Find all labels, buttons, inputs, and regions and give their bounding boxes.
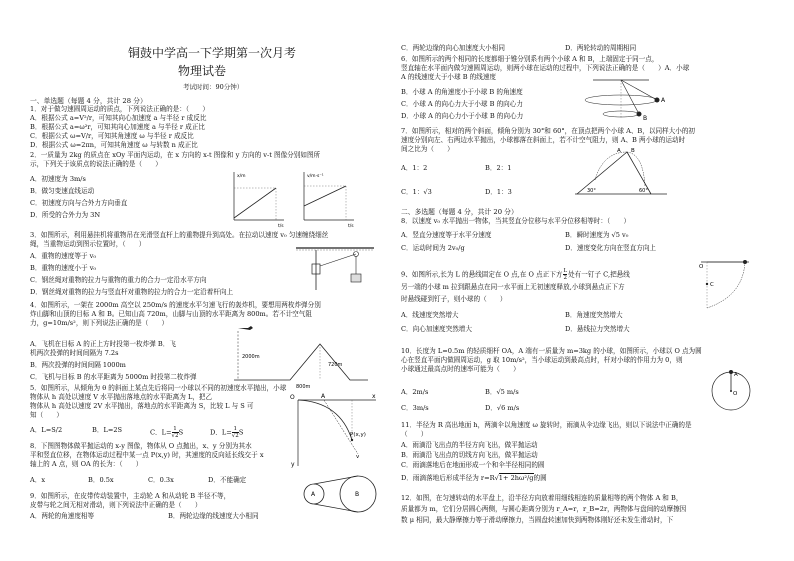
- right-column: [397, 0, 794, 561]
- q10-rod-figure: [707, 368, 755, 414]
- exam-time-note: 考试时间：90分钟）: [183, 83, 244, 91]
- q4-stem-2: 炸山脚和山顶的目标 A 和 B。已知山高 720m，山脚与山顶的水平距离为 800m。若不计空气阻: [30, 310, 312, 318]
- q7-stem-1: 7．如图所示，相对的两个斜面，倾角分别为 30°和 60°，在顶点把两个小球 A、B，以同样大小的初: [401, 127, 696, 135]
- q7-ball-a-label: A: [617, 148, 621, 154]
- q8-projectile-figure: [290, 392, 380, 468]
- q1-option-d: D．根据公式 ω=2πn，可知其角速度 ω 与转数 n 成正比: [30, 141, 198, 149]
- q9b-option-c: C．向心加速度突然增大: [401, 325, 472, 333]
- q5-stem-1: 5．如图所示，从倾角为 θ 的斜面上某点先后将同一小球以不同的初速度水平抛出，小球: [30, 384, 287, 392]
- q11-option-c: C．雨滴落地后在地面形成一个和伞半径相同的圆: [401, 461, 545, 469]
- q8b-option-b: B．瞬时速度为 √5 v₀: [565, 231, 629, 239]
- q8-stem-2: 平和竖直位移，在物体运动过程中某一点 P(x,y) 时，其速度的反向延长线交于 x: [30, 451, 264, 459]
- q8b-option-a: A．竖直分速度等于水平分速度: [401, 231, 492, 239]
- q2-option-b: B．做匀变速直线运动: [30, 187, 95, 195]
- exam-title: 铜鼓中学高一下学期第一次月考: [128, 46, 297, 60]
- q9-belt-figure: [296, 470, 380, 516]
- q8-y-axis-label: y: [291, 461, 295, 468]
- q5-stem-2: 物体从 h 高处以速度 V 水平抛出落地点的水平距离为 L，把乙: [30, 393, 213, 401]
- q4-stem-1: 4．如图所示，一架在 2000m 高空以 250m/s 的速度水平匀速飞行的轰炸机，要想用两枚炸弹分别: [30, 301, 321, 309]
- section-1-heading: 一、单选题（每题 4 分，共计 28 分）: [30, 97, 147, 105]
- q9b-option-a: A．线速度突然增大: [401, 311, 459, 319]
- q12-stem-2: 质量都为 m，它们分居圆心两侧，与圆心距离分别为 r_A=r，r_B=2r，两物体与盘间的动摩擦因: [401, 505, 687, 513]
- q9b-stem-2: 另一端的小球 m 拉到跟悬点在同一水平面上无初速度释放,小球到悬点正下方: [401, 283, 625, 291]
- q10-point-a-label: A: [734, 372, 738, 378]
- q4-option-b: B．两次投弹的时间间隔 1000m: [30, 361, 126, 369]
- q6-stem-1: 6．如图所示的两个相同的长度都细于锥分别系有两个小球 A 和 B，上端固定于同一点，: [401, 55, 659, 63]
- q10-stem-3: 小球通过最高点时的速率可能为（ ）: [401, 365, 520, 373]
- q9-wheel-a-label: A: [311, 491, 316, 498]
- q3-option-a: A．重物的速度等于 v₀: [30, 252, 96, 260]
- q10-option-c: C．3m/s: [401, 404, 429, 412]
- q8b-stem: 8．以速度 v₀ 水平抛出一物体，当其竖直分位移与水平分位移相等时：（ ）: [401, 217, 631, 225]
- q5-stem-4: 知（ ）: [30, 411, 63, 419]
- q8-option-d: D．不能确定: [208, 476, 247, 484]
- q9-option-b: B．两轮边缘的线速度大小相同: [168, 512, 259, 520]
- q7-option-d: D．1：3: [485, 188, 512, 196]
- q4-height-label: 2000m: [242, 354, 260, 360]
- q2-graph1-xlabel: t/s: [278, 224, 284, 229]
- q11-option-a: A．雨滴沿飞出点的半径方向飞出，做平抛运动: [401, 441, 538, 449]
- q3-option-b: B．重物的速度小于 v₀: [30, 264, 97, 272]
- q2-graph2-ylabel: v/m·s⁻¹: [307, 174, 324, 179]
- q3-option-d: D．钢丝绳对重物的拉力与竖直杆对重物的拉力的合力一定沿着杆向上: [30, 288, 234, 296]
- q6-stem-3: A 的线速度大于小球 B 的线速度: [401, 73, 497, 81]
- q8-stem-3: 轴上的 A 点，则 OA 的长为：（ ）: [30, 460, 143, 468]
- q9-option-a: A．两轮的角速度相等: [30, 512, 95, 520]
- q11-stem-2: （ ）: [401, 430, 428, 438]
- q8-point-a-label: A: [321, 393, 326, 400]
- q12-stem-1: 12．如图，在匀速转动的水平盘上，沿半径方向放着用细线相连的质量相等的两个物体 A 和 B，: [401, 494, 683, 502]
- q7-inclines-figure: [573, 146, 669, 198]
- q2-option-a: A．初速度为 3m/s: [30, 175, 86, 183]
- q9b-stem-1: 9、如图所示,长为 L 的悬线固定在 O 点,在 O 点正下方 $\frac{L}{2}$ 处有一钉子 C,把悬线: [401, 268, 630, 281]
- q8-option-a: A．x: [30, 476, 46, 484]
- q5-option-a: A．L=S/2: [30, 426, 63, 434]
- q1-option-a: A．根据公式 a=V²/r，可知其向心加速度 a 与半径 r 成反比: [30, 114, 207, 122]
- q4-option-a-cont: 机两次投弹的时间间隔为 7.2s: [30, 349, 119, 357]
- q4-stem-3: 力，g=10m/s²，则下列说法正确的是（ ）: [30, 319, 169, 327]
- q10-option-b: B．√5 m/s: [485, 388, 519, 396]
- q3-stem-2: 绳，当重物运动到图示位置时，（ ）: [30, 240, 146, 248]
- q11-option-d: D．雨滴落地后形成半径为 r=R√1+ 2hω²/g的圆: [401, 474, 547, 482]
- q11-option-b: B．雨滴沿飞出点的切线方向飞出，做平抛运动: [401, 451, 538, 459]
- q7-stem-2: 速度分别向左、右两边水平抛出，小球都落在斜面上，若不计空气阻力，则 A、B 两小球的运动时: [401, 136, 686, 144]
- q4-option-a: A．飞机在目标 A 的正上方时投第一枚炸弹 B．飞: [30, 340, 176, 348]
- q2-vt-graph: [298, 168, 358, 228]
- q4-bomber-figure: [230, 322, 370, 390]
- q9-option-d: D．两轮转动的周期相同: [565, 44, 637, 52]
- exam-subtitle: 物理试卷: [178, 64, 227, 78]
- q6-option-c: C．小球 A 的向心力大于小球 B 的向心力: [401, 100, 523, 108]
- q7-angle-60-label: 60°: [639, 188, 648, 194]
- q5-option-d: D．L= $\frac{1}{√2}$ S: [210, 426, 244, 439]
- q6-ball-b-label: B: [643, 115, 648, 122]
- q9-stem-2: 皮带与轮之间无相对滑动，则下列说法中正确的是（ ）: [30, 501, 202, 509]
- q6-stem-2: 竖直轴在水平面内做匀速圆周运动，则两小球在运动的过程中，下列说法正确的是（ ）A．小球: [401, 64, 690, 72]
- q9b-nail-c-label: C: [710, 282, 714, 288]
- q8b-option-c: C．运动时间为 2v₀/g: [401, 244, 465, 252]
- q4-distance-label: 800m: [296, 384, 311, 390]
- q12-stem-3: 数 μ 相同，最大静摩擦力等于滑动摩擦力，当圆盘转速加快到两物体刚好还未发生滑动时，下: [401, 516, 674, 524]
- q1-stem: 1．对于做匀速圆周运动的质点，下列说法正确的是：（ ）: [30, 105, 209, 113]
- q8-x-axis-label: x: [372, 393, 376, 400]
- section-2-heading: 二、多选题（每题 4 分，共计 20 分）: [401, 208, 518, 216]
- q8b-option-d: D．速度变化方向在竖直方向上: [565, 244, 657, 252]
- q9-wheel-b-label: B: [355, 491, 360, 498]
- q8-origin-label: O: [290, 394, 295, 401]
- q5-stem-3: 物体从 h 高处以速度 2V 水平抛出，落地点的水平距离为 S，比较 L 与 S 可: [30, 402, 254, 410]
- q10-stem-1: 10．长度为 L=0.5m 的轻质细杆 OA，A 端有一质量为 m=3kg 的小球，如图所示，小球以 O 点为圆: [401, 347, 702, 355]
- q3-stem-1: 3．如图所示，利用悬挂机将重物吊在光滑竖直杆上的重物提升到高处。在拉动以速度 v₀ 匀速缠绕细丝: [30, 231, 329, 239]
- q6-ball-a-label: A: [661, 97, 666, 104]
- q7-option-c: C．1：√3: [401, 188, 432, 196]
- q10-stem-2: 心在竖直平面内做圆周运动，g 取 10m/s²，当小球运动到最高点时，杆对小球的作用力为 0，则: [401, 356, 683, 364]
- q8-stem-1: 8．下图图物体做平抛运动的 x-y 图像，物体从 O 点抛出，x、y 分别为其水: [30, 442, 252, 450]
- q5-option-b: B．L=2S: [92, 426, 123, 434]
- q4-option-c: C．飞机与目标 B 的水平距离为 5000m 时投第二枚炸弹: [30, 373, 197, 381]
- q7-stem-3: 间之比为（ ）: [401, 145, 454, 153]
- q2-graph2-xlabel: t/s: [348, 224, 354, 229]
- q6-option-d: D．小球 A 的向心力小于小球 B 的向心力: [401, 112, 524, 120]
- q7-option-a: A．1：2: [401, 164, 428, 172]
- q8-velocity-label: v: [356, 454, 360, 460]
- q1-option-b: B．根据公式 a=ω²r，可知其向心加速度 a 与半径 r 成正比: [30, 123, 205, 131]
- q2-stem-1: 2．一质量为 2kg 的质点在 xOy 平面内运动，在 x 方向的 x-t 图像和 y 方向的 v-t 图像分别如图所: [30, 151, 321, 159]
- q9-stem-1: 9．如图所示，在皮带传动装置中，主动轮 A 和从动轮 B 半径不等，: [30, 492, 231, 500]
- q2-stem-2: 示，下列关于该质点的说法正确的是（ ）: [30, 160, 162, 168]
- q7-angle-30-label: 30°: [587, 188, 596, 194]
- q9b-point-o-label: O: [699, 264, 704, 270]
- q5-option-c: C．L= $\frac{1}{√2}$ S: [150, 426, 184, 439]
- q2-xt-graph: [228, 168, 288, 228]
- q11-stem-1: 11．半径为 R 高出地面 h，两滴伞以角速度 ω 旋转时，雨滴从伞边缘飞出，则以下说法中正确的是: [401, 421, 692, 429]
- q2-option-c: C．初速度方向与合外力方向垂直: [30, 199, 128, 207]
- q8-option-c: C．0.3x: [148, 476, 174, 484]
- q8-point-p-label: P(x,y): [350, 432, 366, 438]
- q10-option-a: A．2m/s: [401, 388, 429, 396]
- q10-point-o-label: O: [733, 391, 738, 397]
- q9b-stem-3: 时悬线碰到钉子，则小球的（ ）: [401, 295, 507, 303]
- q2-graph1-ylabel: x/m: [237, 174, 246, 179]
- q3-hoist-figure: [296, 244, 376, 292]
- q9b-option-d: D．悬线拉力突然增大: [565, 325, 630, 333]
- q3-option-c: C．钢丝绳对重物的拉力与重物的重力的合力一定沿水平方向: [30, 276, 207, 284]
- q7-option-b: B．2：1: [485, 164, 512, 172]
- q1-option-c: C．根据公式 ω=V/r，可知其角速度 ω 与半径 r 成反比: [30, 132, 194, 140]
- q9-option-c: C．两轮边缘的向心加速度大小相同: [401, 44, 505, 52]
- q7-ball-b-label: B: [631, 148, 635, 154]
- q10-option-d: D．√6 m/s: [485, 404, 520, 412]
- q2-option-d: D．所受的合外力为 3N: [30, 211, 101, 219]
- q4-mountain-label: 720m: [328, 362, 343, 368]
- q9b-option-b: B．角速度突然增大: [565, 311, 623, 319]
- q6-option-b: B．小球 A 的角速度小于小球 B 的角速度: [401, 88, 523, 96]
- q9b-pendulum-figure: [697, 258, 757, 316]
- q8-option-b: B．0.5x: [88, 476, 114, 484]
- q6-cone-pendulum-figure: [573, 78, 669, 124]
